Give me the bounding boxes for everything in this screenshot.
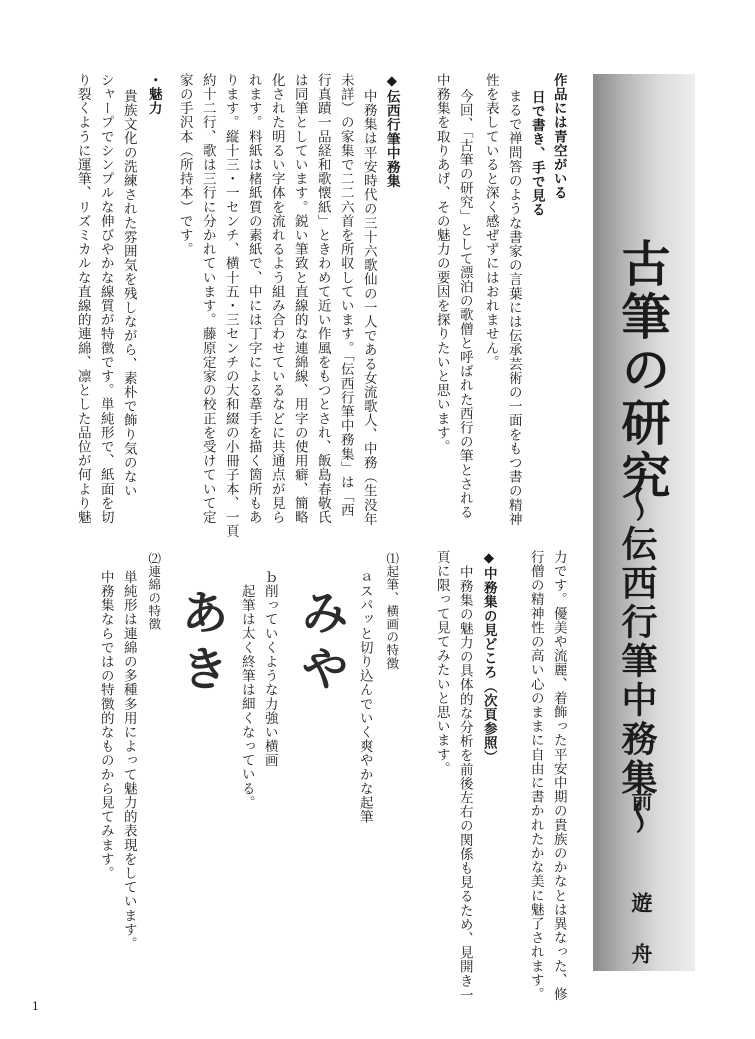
section1-heading: ◆伝西行筆中務集 bbox=[383, 73, 400, 189]
intro-line-2: 性を表していると深く感ぜずにはおれません。 bbox=[482, 73, 499, 370]
intro-heading-2: 日で書き、手で見る bbox=[528, 90, 545, 217]
intro-heading-1: 作品には青空がいる bbox=[550, 73, 567, 200]
point2-line-1: 単純形は連綿の多種多用によって魅力的表現をしています。 bbox=[120, 570, 137, 951]
point1-b-text-2: 起筆は太く終筆は細くなっている。 bbox=[238, 584, 255, 810]
section1-line-8: 約十二行、歌は三行に分かれています。藤原定家の校正を受けていて定 bbox=[199, 73, 216, 525]
section1-line-5: 化された明るい字体を流れるよう組み合わせているなどに共通点が見ら bbox=[268, 73, 285, 525]
section2-line-1: 貴族文化の洗練された雰囲気を残しながら、素朴で飾り気のない bbox=[120, 89, 137, 498]
point1-a-text: ａスパッと切り込んでいく爽やかな起筆 bbox=[356, 570, 373, 824]
page-subtitle: 〜伝西行筆中務集〜 bbox=[616, 486, 658, 837]
lower-line-4: 頁に限って見てみたいと思います。 bbox=[433, 550, 450, 776]
author-name: 前 遊舟 bbox=[629, 790, 654, 994]
page-number: 1 bbox=[32, 1000, 39, 1013]
section2-line-3: り裂くように運筆、リズミカルな直線的連綿、凛とした品位が何より魅 bbox=[74, 73, 91, 525]
section1-line-7: ります。縦十三・一センチ、横十五・三センチの大和綴の小冊子本、一頁 bbox=[222, 73, 239, 539]
point1-label: ⑴起筆、横画の特徴 bbox=[384, 552, 400, 670]
calligraphy-sample-ya: や bbox=[302, 642, 348, 696]
lower-heading: ◆中務集の見どころ（次頁参照） bbox=[480, 550, 497, 764]
calligraphy-sample-ki: き bbox=[182, 642, 228, 696]
lower-line-1: 力です。優美や流麗、着飾った平安中期の貴族のかなとは異なった、修 bbox=[550, 550, 567, 1002]
intro-line-1: まるで禅問答のような書家の言葉には伝承芸術の一面をもつ書の精神 bbox=[505, 89, 522, 527]
point1-b-text: ｂ削っていくような力強い横画 bbox=[261, 570, 278, 768]
intro-line-4: 中務集を取りあげ、その魅力の要因を探りたいと思います。 bbox=[433, 73, 450, 454]
page-title: 古筆の研究 bbox=[614, 238, 672, 503]
calligraphy-sample-mi: み bbox=[302, 586, 348, 640]
section1-line-4: は同筆としています。鋭い筆致と直線的な連綿線、用字の使用癖、簡略 bbox=[291, 73, 308, 525]
section1-line-1: 中務集は平安時代の三十六歌仙の一人である女流歌人、中務（生没年 bbox=[360, 89, 377, 527]
calligraphy-sample-a: あ bbox=[182, 586, 228, 640]
intro-line-3: 今回、「古筆の研究」として漂泊の歌僧と呼ばれた西行の筆とされる bbox=[456, 89, 473, 520]
section2-heading: ・魅力 bbox=[145, 73, 162, 116]
point2-line-2: 中務集ならではの特徴的なものから見てみます。 bbox=[97, 570, 114, 881]
section2-line-2: シャープでシンプルな伸びやかな線質が特徴です。単純形で、紙面を切 bbox=[97, 73, 114, 525]
point2-label: ⑵連綿の特徴 bbox=[146, 552, 162, 631]
section1-line-2: 未詳）の家集で二二六首を所収しています。「伝西行筆中務集」は「西 bbox=[337, 73, 354, 518]
lower-line-3: 中務集の魅力の具体的な分析を前後左右の関係も見るため、見開き一 bbox=[456, 565, 473, 1003]
section1-line-3: 行真蹟一品経和歌懐紙」ときわめて近い作風をもつとされ、飯島春敬氏 bbox=[314, 73, 331, 525]
lower-line-2: 行僧の精神性の高い心のままに自由に書かれたかな美に魅了されます。 bbox=[527, 550, 544, 1002]
section1-line-9: 家の手沢本（所持本）です。 bbox=[176, 73, 193, 257]
section1-line-6: れます。料紙は楮紙質の素紙で、中には丁字による葦手を描く箇所もあ bbox=[245, 73, 262, 525]
